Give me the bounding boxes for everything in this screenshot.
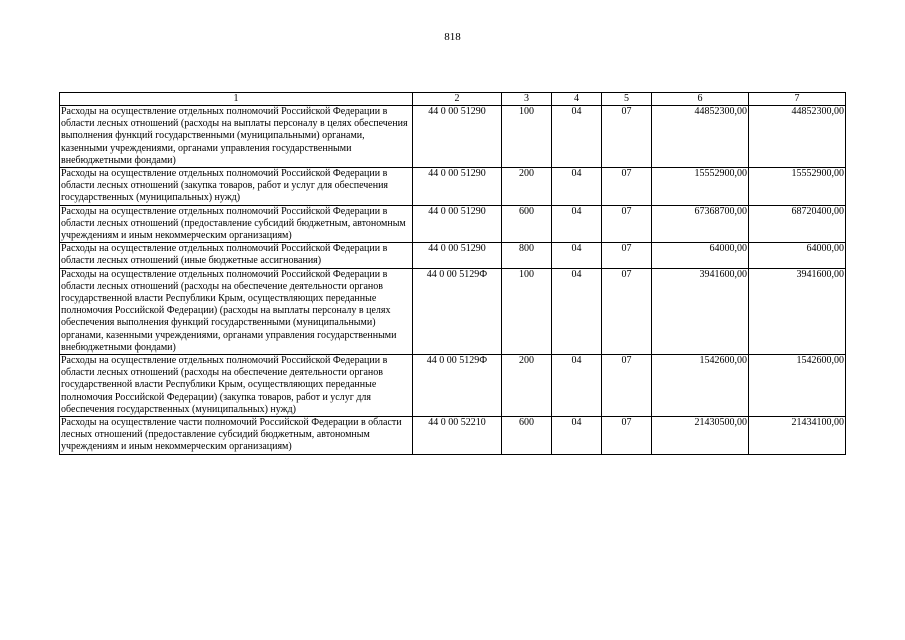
target-article-code: 44 0 00 51290 bbox=[413, 205, 502, 243]
section-code: 04 bbox=[552, 168, 602, 206]
target-article-code: 44 0 00 51290 bbox=[413, 106, 502, 168]
amount-year-1: 21430500,00 bbox=[652, 417, 749, 455]
column-header: 5 bbox=[602, 93, 652, 106]
expense-type-code: 100 bbox=[502, 268, 552, 354]
table-header-row bbox=[60, 93, 846, 106]
amount-year-2: 64000,00 bbox=[749, 243, 846, 268]
column-header: 4 bbox=[552, 93, 602, 106]
expense-type-code: 200 bbox=[502, 355, 552, 417]
amount-year-1: 44852300,00 bbox=[652, 106, 749, 168]
section-code: 04 bbox=[552, 243, 602, 268]
column-header: 1 bbox=[60, 93, 413, 106]
expense-description: Расходы на осуществление части полномочий Российской Федерации в области лесных отношений (предоставление субсидий бюджетным, автономным учреждениям и иным некоммерческим организациям) bbox=[60, 417, 413, 455]
target-article-code: 44 0 00 51290 bbox=[413, 243, 502, 268]
amount-year-2: 3941600,00 bbox=[749, 268, 846, 354]
budget-table bbox=[59, 92, 846, 455]
expense-description: Расходы на осуществление отдельных полномочий Российской Федерации в области лесных отношений (иные бюджетные ассигнования) bbox=[60, 243, 413, 268]
subsection-code: 07 bbox=[602, 417, 652, 455]
section-code: 04 bbox=[552, 205, 602, 243]
subsection-code: 07 bbox=[602, 243, 652, 268]
section-code: 04 bbox=[552, 106, 602, 168]
amount-year-2: 44852300,00 bbox=[749, 106, 846, 168]
amount-year-1: 15552900,00 bbox=[652, 168, 749, 206]
amount-year-2: 1542600,00 bbox=[749, 355, 846, 417]
subsection-code: 07 bbox=[602, 168, 652, 206]
section-code: 04 bbox=[552, 268, 602, 354]
table-row bbox=[60, 243, 846, 268]
expense-description: Расходы на осуществление отдельных полномочий Российской Федерации в области лесных отношений (расходы на обеспечение деятельности органов государственной власти Республики Крым, осуществляющих переданные полномочия Российской Федерации) (закупка товаров, работ и услуг для обеспечения государственных (муниципальных) нужд) bbox=[60, 355, 413, 417]
table-row bbox=[60, 417, 846, 455]
target-article-code: 44 0 00 5129Ф bbox=[413, 268, 502, 354]
expense-type-code: 600 bbox=[502, 205, 552, 243]
amount-year-1: 64000,00 bbox=[652, 243, 749, 268]
section-code: 04 bbox=[552, 355, 602, 417]
table-row bbox=[60, 106, 846, 168]
column-header: 2 bbox=[413, 93, 502, 106]
table-row bbox=[60, 168, 846, 206]
column-header: 3 bbox=[502, 93, 552, 106]
table-row bbox=[60, 268, 846, 354]
subsection-code: 07 bbox=[602, 268, 652, 354]
expense-type-code: 200 bbox=[502, 168, 552, 206]
subsection-code: 07 bbox=[602, 106, 652, 168]
column-header: 6 bbox=[652, 93, 749, 106]
page-number: 818 bbox=[444, 31, 461, 43]
amount-year-2: 15552900,00 bbox=[749, 168, 846, 206]
target-article-code: 44 0 00 5129Ф bbox=[413, 355, 502, 417]
expense-type-code: 100 bbox=[502, 106, 552, 168]
amount-year-2: 68720400,00 bbox=[749, 205, 846, 243]
target-article-code: 44 0 00 52210 bbox=[413, 417, 502, 455]
expense-description: Расходы на осуществление отдельных полномочий Российской Федерации в области лесных отношений (закупка товаров, работ и услуг для обеспечения государственных (муниципальных) нужд) bbox=[60, 168, 413, 206]
expense-description: Расходы на осуществление отдельных полномочий Российской Федерации в области лесных отношений (расходы на обеспечение деятельности органов государственной власти Республики Крым, осуществляющих переданные полномочия Российской Федерации) (расходы на выплаты персоналу в целях обеспечения выполнения функций государственными (муниципальными) органами, казенными учреждениями, органами управления государственными внебюджетными фондами) bbox=[60, 268, 413, 354]
column-header: 7 bbox=[749, 93, 846, 106]
table-row bbox=[60, 205, 846, 243]
amount-year-1: 67368700,00 bbox=[652, 205, 749, 243]
expense-type-code: 800 bbox=[502, 243, 552, 268]
expense-description: Расходы на осуществление отдельных полномочий Российской Федерации в области лесных отношений (предоставление субсидий бюджетным, автономным учреждениям и иным некоммерческим организациям) bbox=[60, 205, 413, 243]
amount-year-1: 1542600,00 bbox=[652, 355, 749, 417]
target-article-code: 44 0 00 51290 bbox=[413, 168, 502, 206]
subsection-code: 07 bbox=[602, 205, 652, 243]
section-code: 04 bbox=[552, 417, 602, 455]
amount-year-1: 3941600,00 bbox=[652, 268, 749, 354]
expense-description: Расходы на осуществление отдельных полномочий Российской Федерации в области лесных отношений (расходы на выплаты персоналу в целях обеспечения выполнения функций государственными (муниципальными) органами, казенными учреждениями, органами управления государственными внебюджетными фондами) bbox=[60, 106, 413, 168]
subsection-code: 07 bbox=[602, 355, 652, 417]
amount-year-2: 21434100,00 bbox=[749, 417, 846, 455]
expense-type-code: 600 bbox=[502, 417, 552, 455]
table-row bbox=[60, 355, 846, 417]
